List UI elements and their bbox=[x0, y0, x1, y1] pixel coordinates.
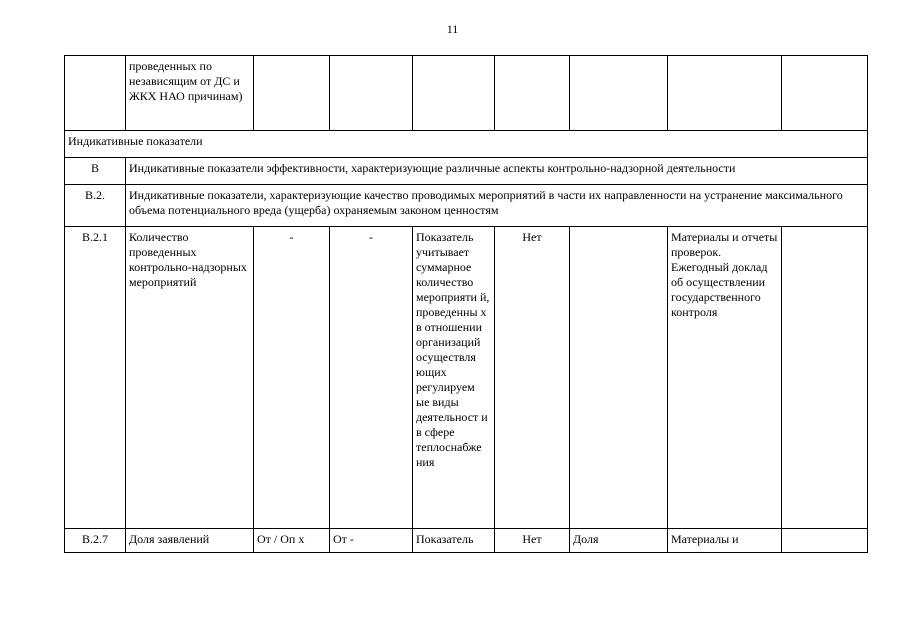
row-code: В bbox=[65, 158, 126, 185]
formula-cell: От / Оп х bbox=[254, 529, 330, 553]
table-row bbox=[65, 227, 868, 529]
row-code: В.2. bbox=[65, 185, 126, 227]
table-row bbox=[65, 56, 868, 131]
table-cell bbox=[413, 56, 495, 131]
comment-cell: Показатель bbox=[413, 529, 495, 553]
table-cell bbox=[570, 56, 668, 131]
unit-cell: Доля bbox=[570, 529, 668, 553]
table-row bbox=[65, 529, 868, 553]
table-row bbox=[65, 158, 868, 185]
extra-cell bbox=[782, 529, 868, 553]
table-row bbox=[65, 185, 868, 227]
target-cell: От - bbox=[330, 529, 413, 553]
section-header-row bbox=[65, 131, 868, 158]
indicator-name: Количество проведенных контрольно-надзорных мероприятий bbox=[126, 227, 254, 529]
formula-cell: - bbox=[254, 227, 330, 529]
section-header: Индикативные показатели bbox=[65, 131, 868, 158]
row-text: Индикативные показатели, характеризующие качество проводимых мероприятий в части их направленности на устранение максимального объема потенциального вреда (ущерба) охраняемым законом ценностям bbox=[126, 185, 868, 227]
row-code: В.2.1 bbox=[65, 227, 126, 529]
flag-cell: Нет bbox=[495, 227, 570, 529]
table-cell bbox=[495, 56, 570, 131]
unit-cell bbox=[570, 227, 668, 529]
table-cell bbox=[65, 56, 126, 131]
table-cell bbox=[782, 56, 868, 131]
flag-cell: Нет bbox=[495, 529, 570, 553]
table-cell bbox=[330, 56, 413, 131]
extra-cell bbox=[782, 227, 868, 529]
table-cell bbox=[668, 56, 782, 131]
comment-cell: Показатель учитывает суммарное количество мероприяти й, проведенны х в отношении организаций осуществля ющих регулируем ые виды деятельност и в сфере теплоснабже ния bbox=[413, 227, 495, 529]
row-code: В.2.7 bbox=[65, 529, 126, 553]
source-cell: Материалы и bbox=[668, 529, 782, 553]
page-number: 11 bbox=[446, 22, 459, 36]
indicators-table bbox=[64, 55, 868, 553]
source-cell: Материалы и отчеты проверок. Ежегодный доклад об осуществлении государственного контроля bbox=[668, 227, 782, 529]
table-cell bbox=[254, 56, 330, 131]
row-text: Индикативные показатели эффективности, характеризующие различные аспекты контрольно-надзорной деятельности bbox=[126, 158, 868, 185]
table-cell: проведенных по независящим от ДС и ЖКХ НАО причинам) bbox=[126, 56, 254, 131]
indicator-name: Доля заявлений bbox=[126, 529, 254, 553]
target-cell: - bbox=[330, 227, 413, 529]
